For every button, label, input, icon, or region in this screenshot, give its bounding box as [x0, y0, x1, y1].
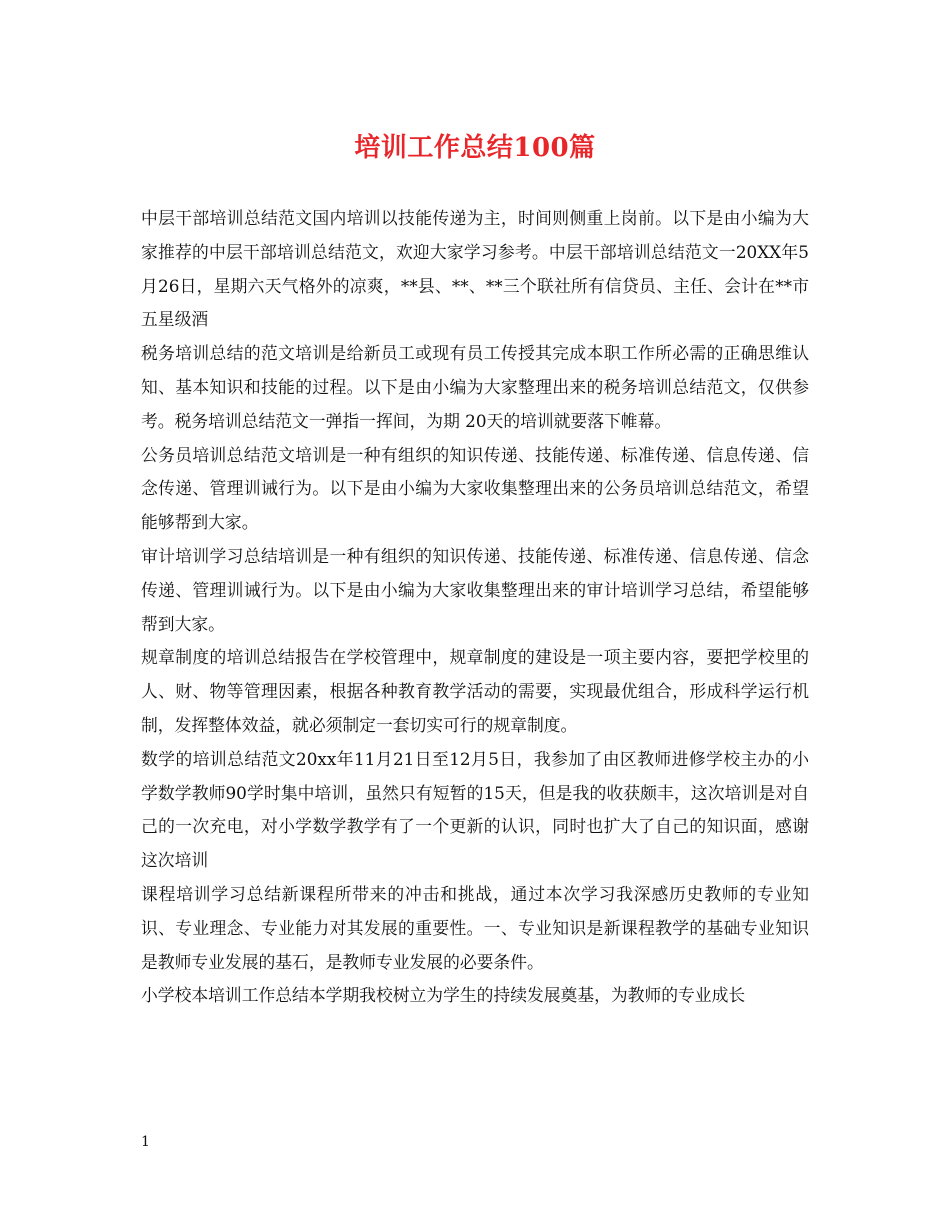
document-body: [141, 202, 809, 1013]
page-number: 1: [141, 1134, 150, 1150]
paragraph-audit-training: 审计培训学习总结培训是一种有组织的知识传递、技能传递、标准传递、信息传递、信念传递、管理训诫行为。以下是由小编为大家收集整理出来的审计培训学习总结，希望能够帮到大家。: [141, 545, 809, 634]
paragraph-school-training: 小学校本培训工作总结本学期我校树立为学生的持续发展奠基，为教师的专业成长: [141, 985, 746, 1006]
paragraph-math-training: 数学的培训总结范文20xx年11月21日至12月5日，我参加了由区教师进修学校主办的小学数学教师90学时集中培训，虽然只有短暂的15天，但是我的收获颇丰，这次培训是对自己的一次充电，对小学数学教学有了一个更新的认识，同时也扩大了自己的知识面，感谢这次培训: [141, 748, 809, 871]
paragraph-tax-training: 税务培训总结的范文培训是给新员工或现有员工传授其完成本职工作所必需的正确思维认知、基本知识和技能的过程。以下是由小编为大家整理出来的税务培训总结范文，仅供参考。税务培训总结范文一弹指一挥间，为期 20天的培训就要落下帷幕。: [141, 343, 809, 431]
paragraph-civil-servant-training: 公务员培训总结范文培训是一种有组织的知识传递、技能传递、标准传递、信息传递、信念传递、管理训诫行为。以下是由小编为大家收集整理出来的公务员培训总结范文，希望能够帮到大家。: [141, 444, 809, 533]
paragraph-rules-training: 规章制度的培训总结报告在学校管理中，规章制度的建设是一项主要内容，要把学校里的人、财、物等管理因素，根据各种教育教学活动的需要，实现最优组合，形成科学运行机制，发挥整体效益，就必须制定一套切实可行的规章制度。: [141, 647, 809, 735]
document-title: 培训工作总结100篇: [354, 133, 596, 163]
paragraph-middle-cadre-training: 中层干部培训总结范文国内培训以技能传递为主，时间则侧重上岗前。以下是由小编为大家推荐的中层干部培训总结范文，欢迎大家学习参考。中层干部培训总结范文一20XX年5月26日，星期六天气格外的凉爽，**县、**、**三个联社所有信贷员、主任、会计在**市五星级酒: [141, 208, 809, 330]
paragraph-curriculum-training: 课程培训学习总结新课程所带来的冲击和挑战，通过本次学习我深感历史教师的专业知识、专业理念、专业能力对其发展的重要性。一、专业知识是新课程教学的基础专业知识是教师专业发展的基石，是教师专业发展的必要条件。: [141, 883, 809, 972]
